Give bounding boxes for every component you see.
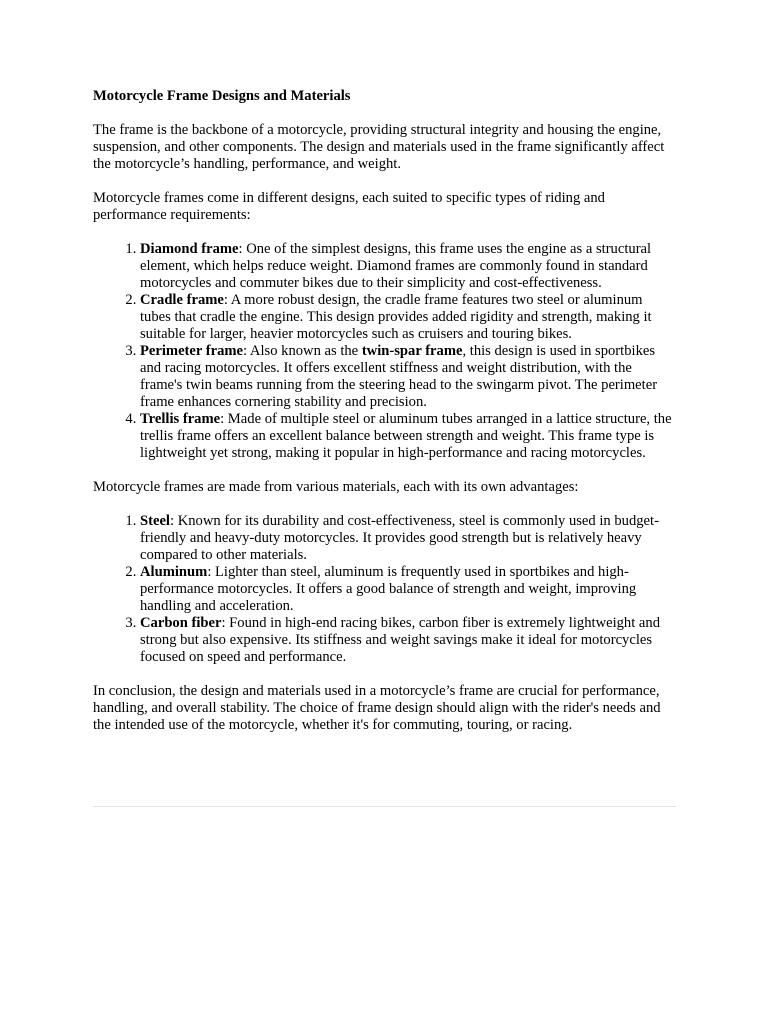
- list-item-text: : Lighter than steel, aluminum is frequently used in sportbikes and high-performance motorcycles. It offers a good balance of strength and weight, improving handling and acceleration.: [140, 564, 637, 614]
- list-item: [140, 411, 676, 462]
- list-item-term: Perimeter frame: [140, 343, 244, 359]
- list-item-term: Aluminum: [140, 564, 208, 580]
- list-item: [140, 615, 676, 666]
- materials-intro-paragraph: Motorcycle frames are made from various materials, each with its own advantages:: [93, 479, 579, 495]
- list-item-text: , this design is used in sportbikes and racing motorcycles. It offers excellent stiffness and weight distribution, with the frame's twin beams running from the steering head to the swingarm pivot. The perimeter frame enhances cornering stability and precision.: [140, 343, 658, 410]
- list-item-text: : Found in high-end racing bikes, carbon fiber is extremely lightweight and strong but also expensive. Its stiffness and weight savings make it ideal for motorcycles focused on speed and performance.: [140, 615, 661, 665]
- list-item-text: : One of the simplest designs, this frame uses the engine as a structural element, which helps reduce weight. Diamond frames are commonly found in standard motorcycles and commuter bikes due to their simplicity and cost-effectiveness.: [140, 241, 652, 291]
- list-item: [140, 564, 676, 615]
- list-item: [140, 513, 676, 564]
- list-item-text: : A more robust design, the cradle frame features two steel or aluminum tubes that cradle the engine. This design provides added rigidity and strength, making it suitable for larger, heavier motorcycles such as cruisers and touring bikes.: [140, 292, 652, 342]
- list-item-text-before: : Also known as the: [243, 343, 362, 359]
- list-item-term: Carbon fiber: [140, 615, 222, 631]
- frame-designs-list: [93, 241, 676, 462]
- list-item-text: : Made of multiple steel or aluminum tubes arranged in a lattice structure, the trellis frame offers an excellent balance between strength and weight. This frame type is lightweight yet strong, making it popular in high-performance and racing motorcycles.: [140, 411, 672, 461]
- list-item: [140, 241, 676, 292]
- list-item-term: Cradle frame: [140, 292, 224, 308]
- horizontal-divider: [93, 806, 676, 807]
- list-item-inline-term: twin-spar frame: [361, 343, 463, 359]
- intro-paragraph: The frame is the backbone of a motorcycle, providing structural integrity and housing the engine, suspension, and other components. The design and materials used in the frame significantly affect the motorcycle’s handling, performance, and weight.: [93, 122, 665, 172]
- designs-intro-paragraph: Motorcycle frames come in different designs, each suited to specific types of riding and performance requirements:: [93, 190, 605, 223]
- list-item-term: Trellis frame: [140, 411, 221, 427]
- list-item: [140, 343, 676, 411]
- conclusion-paragraph: In conclusion, the design and materials used in a motorcycle’s frame are crucial for performance, handling, and overall stability. The choice of frame design should align with the rider's needs and the intended use of the motorcycle, whether it's for commuting, touring, or racing.: [93, 683, 661, 733]
- frame-materials-list: [93, 513, 676, 666]
- list-item-text: : Known for its durability and cost-effectiveness, steel is commonly used in budget-friendly and heavy-duty motorcycles. It provides good strength but is relatively heavy compared to other materials.: [140, 513, 659, 563]
- list-item-term: Diamond frame: [140, 241, 239, 257]
- list-item: [140, 292, 676, 343]
- list-item-term: Steel: [140, 513, 170, 529]
- document-title: Motorcycle Frame Designs and Materials: [93, 88, 351, 104]
